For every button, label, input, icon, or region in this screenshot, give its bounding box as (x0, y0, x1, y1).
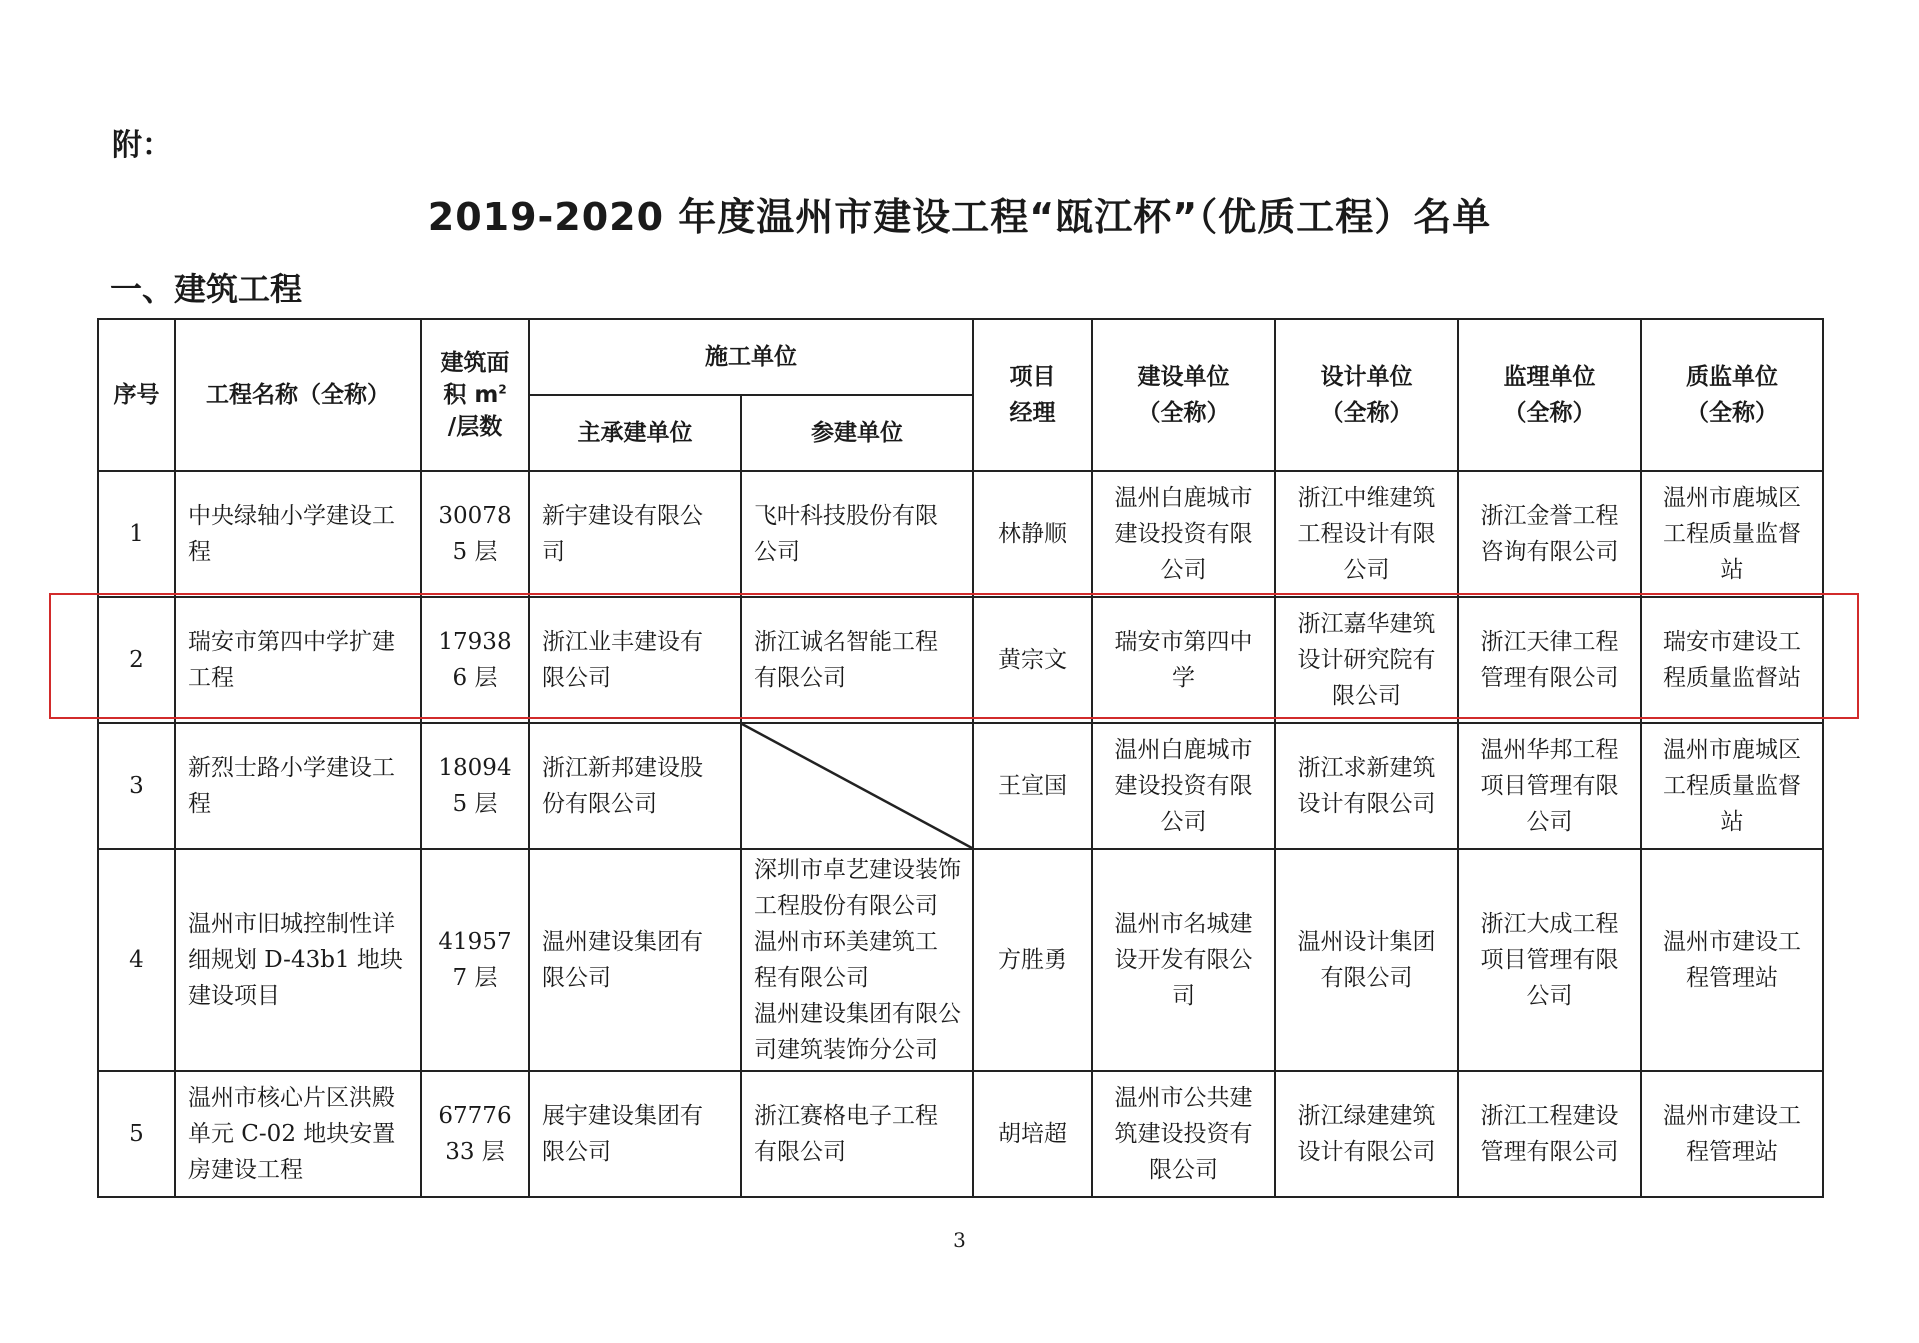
cell-project-manager: 胡培超 (973, 1071, 1092, 1197)
cell-project-manager: 王宣国 (973, 723, 1092, 849)
cell-co-contractor-empty (741, 723, 973, 849)
header-area-line1: 建筑面 (440, 350, 510, 376)
cell-main-contractor: 新宇建设有限公 司 (529, 471, 741, 597)
header-area-line3: /层数 (447, 414, 503, 440)
cell-main-contractor: 温州建设集团有 限公司 (529, 849, 741, 1071)
cell-quality-inspector: 温州市鹿城区 工程质量监督 站 (1641, 471, 1823, 597)
cell-designer: 浙江求新建筑 设计有限公司 (1275, 723, 1458, 849)
header-main-contractor: 主承建单位 (529, 395, 741, 471)
table-row (98, 723, 1823, 849)
cell-main-contractor: 展宇建设集团有 限公司 (529, 1071, 741, 1197)
cell-seq: 4 (98, 849, 175, 1071)
cell-co-contractor: 飞叶科技股份有限 公司 (741, 471, 973, 597)
cell-co-contractor: 深圳市卓艺建设装饰 工程股份有限公司 温州市环美建筑工 程有限公司 温州建设集团有限公 司建筑装饰分公司 (741, 849, 973, 1071)
cell-developer: 温州市公共建 筑建设投资有 限公司 (1092, 1071, 1275, 1197)
cell-seq: 3 (98, 723, 175, 849)
header-area (421, 319, 529, 471)
cell-main-contractor: 浙江业丰建设有 限公司 (529, 597, 741, 723)
cell-seq: 2 (98, 597, 175, 723)
header-area-sup: 2 (498, 382, 507, 397)
cell-area: 67776 33 层 (421, 1071, 529, 1197)
header-construction-unit: 施工单位 (529, 319, 973, 395)
header-designer: 设计单位 （全称） (1275, 319, 1458, 471)
cell-developer: 温州白鹿城市 建设投资有限 公司 (1092, 723, 1275, 849)
document-title: 2019-2020 年度温州市建设工程“瓯江杯”（优质工程）名单 (427, 195, 1492, 239)
header-supervisor: 监理单位 （全称） (1458, 319, 1641, 471)
page-number: 3 (953, 1228, 966, 1252)
cell-area: 41957 7 层 (421, 849, 529, 1071)
cell-supervisor: 浙江金誉工程 咨询有限公司 (1458, 471, 1641, 597)
section-heading: 一、建筑工程 (110, 270, 303, 308)
cell-project-manager: 黄宗文 (973, 597, 1092, 723)
cell-quality-inspector: 温州市建设工 程管理站 (1641, 849, 1823, 1071)
cell-designer: 浙江绿建建筑 设计有限公司 (1275, 1071, 1458, 1197)
header-project-name: 工程名称（全称） (175, 319, 421, 471)
header-developer: 建设单位 （全称） (1092, 319, 1275, 471)
cell-project-name: 温州市旧城控制性详 细规划 D-43b1 地块 建设项目 (175, 849, 421, 1071)
cell-project-name: 瑞安市第四中学扩建 工程 (175, 597, 421, 723)
cell-project-manager: 林静顺 (973, 471, 1092, 597)
cell-project-manager: 方胜勇 (973, 849, 1092, 1071)
cell-area: 17938 6 层 (421, 597, 529, 723)
header-seq: 序号 (98, 319, 175, 471)
cell-designer: 浙江嘉华建筑 设计研究院有 限公司 (1275, 597, 1458, 723)
cell-quality-inspector: 瑞安市建设工 程质量监督站 (1641, 597, 1823, 723)
cell-supervisor: 浙江工程建设 管理有限公司 (1458, 1071, 1641, 1197)
cell-designer: 浙江中维建筑 工程设计有限 公司 (1275, 471, 1458, 597)
header-co-contractor: 参建单位 (741, 395, 973, 471)
cell-quality-inspector: 温州市鹿城区 工程质量监督 站 (1641, 723, 1823, 849)
project-list-table (97, 318, 1824, 1198)
cell-supervisor: 浙江天律工程 管理有限公司 (1458, 597, 1641, 723)
cell-area: 30078 5 层 (421, 471, 529, 597)
cell-co-contractor: 浙江赛格电子工程 有限公司 (741, 1071, 973, 1197)
cell-developer: 温州市名城建 设开发有限公 司 (1092, 849, 1275, 1071)
table-body (98, 471, 1823, 1197)
table-header (98, 319, 1823, 471)
cell-seq: 5 (98, 1071, 175, 1197)
cell-project-name: 温州市核心片区洪殿 单元 C-02 地块安置 房建设工程 (175, 1071, 421, 1197)
cell-designer: 温州设计集团 有限公司 (1275, 849, 1458, 1071)
cell-quality-inspector: 温州市建设工 程管理站 (1641, 1071, 1823, 1197)
header-project-manager: 项目 经理 (973, 319, 1092, 471)
cell-seq: 1 (98, 471, 175, 597)
table-row (98, 849, 1823, 1071)
cell-main-contractor: 浙江新邦建设股 份有限公司 (529, 723, 741, 849)
cell-area: 18094 5 层 (421, 723, 529, 849)
cell-project-name: 新烈士路小学建设工 程 (175, 723, 421, 849)
header-area-line2: 积 m (443, 382, 499, 408)
table-row (98, 471, 1823, 597)
table-row (98, 597, 1823, 723)
cell-supervisor: 温州华邦工程 项目管理有限 公司 (1458, 723, 1641, 849)
cell-developer: 瑞安市第四中 学 (1092, 597, 1275, 723)
cell-project-name: 中央绿轴小学建设工 程 (175, 471, 421, 597)
cell-supervisor: 浙江大成工程 项目管理有限 公司 (1458, 849, 1641, 1071)
attachment-prefix: 附： (112, 128, 172, 163)
header-quality-inspector: 质监单位 （全称） (1641, 319, 1823, 471)
cell-co-contractor: 浙江诚名智能工程 有限公司 (741, 597, 973, 723)
cell-developer: 温州白鹿城市 建设投资有限 公司 (1092, 471, 1275, 597)
table-row (98, 1071, 1823, 1197)
